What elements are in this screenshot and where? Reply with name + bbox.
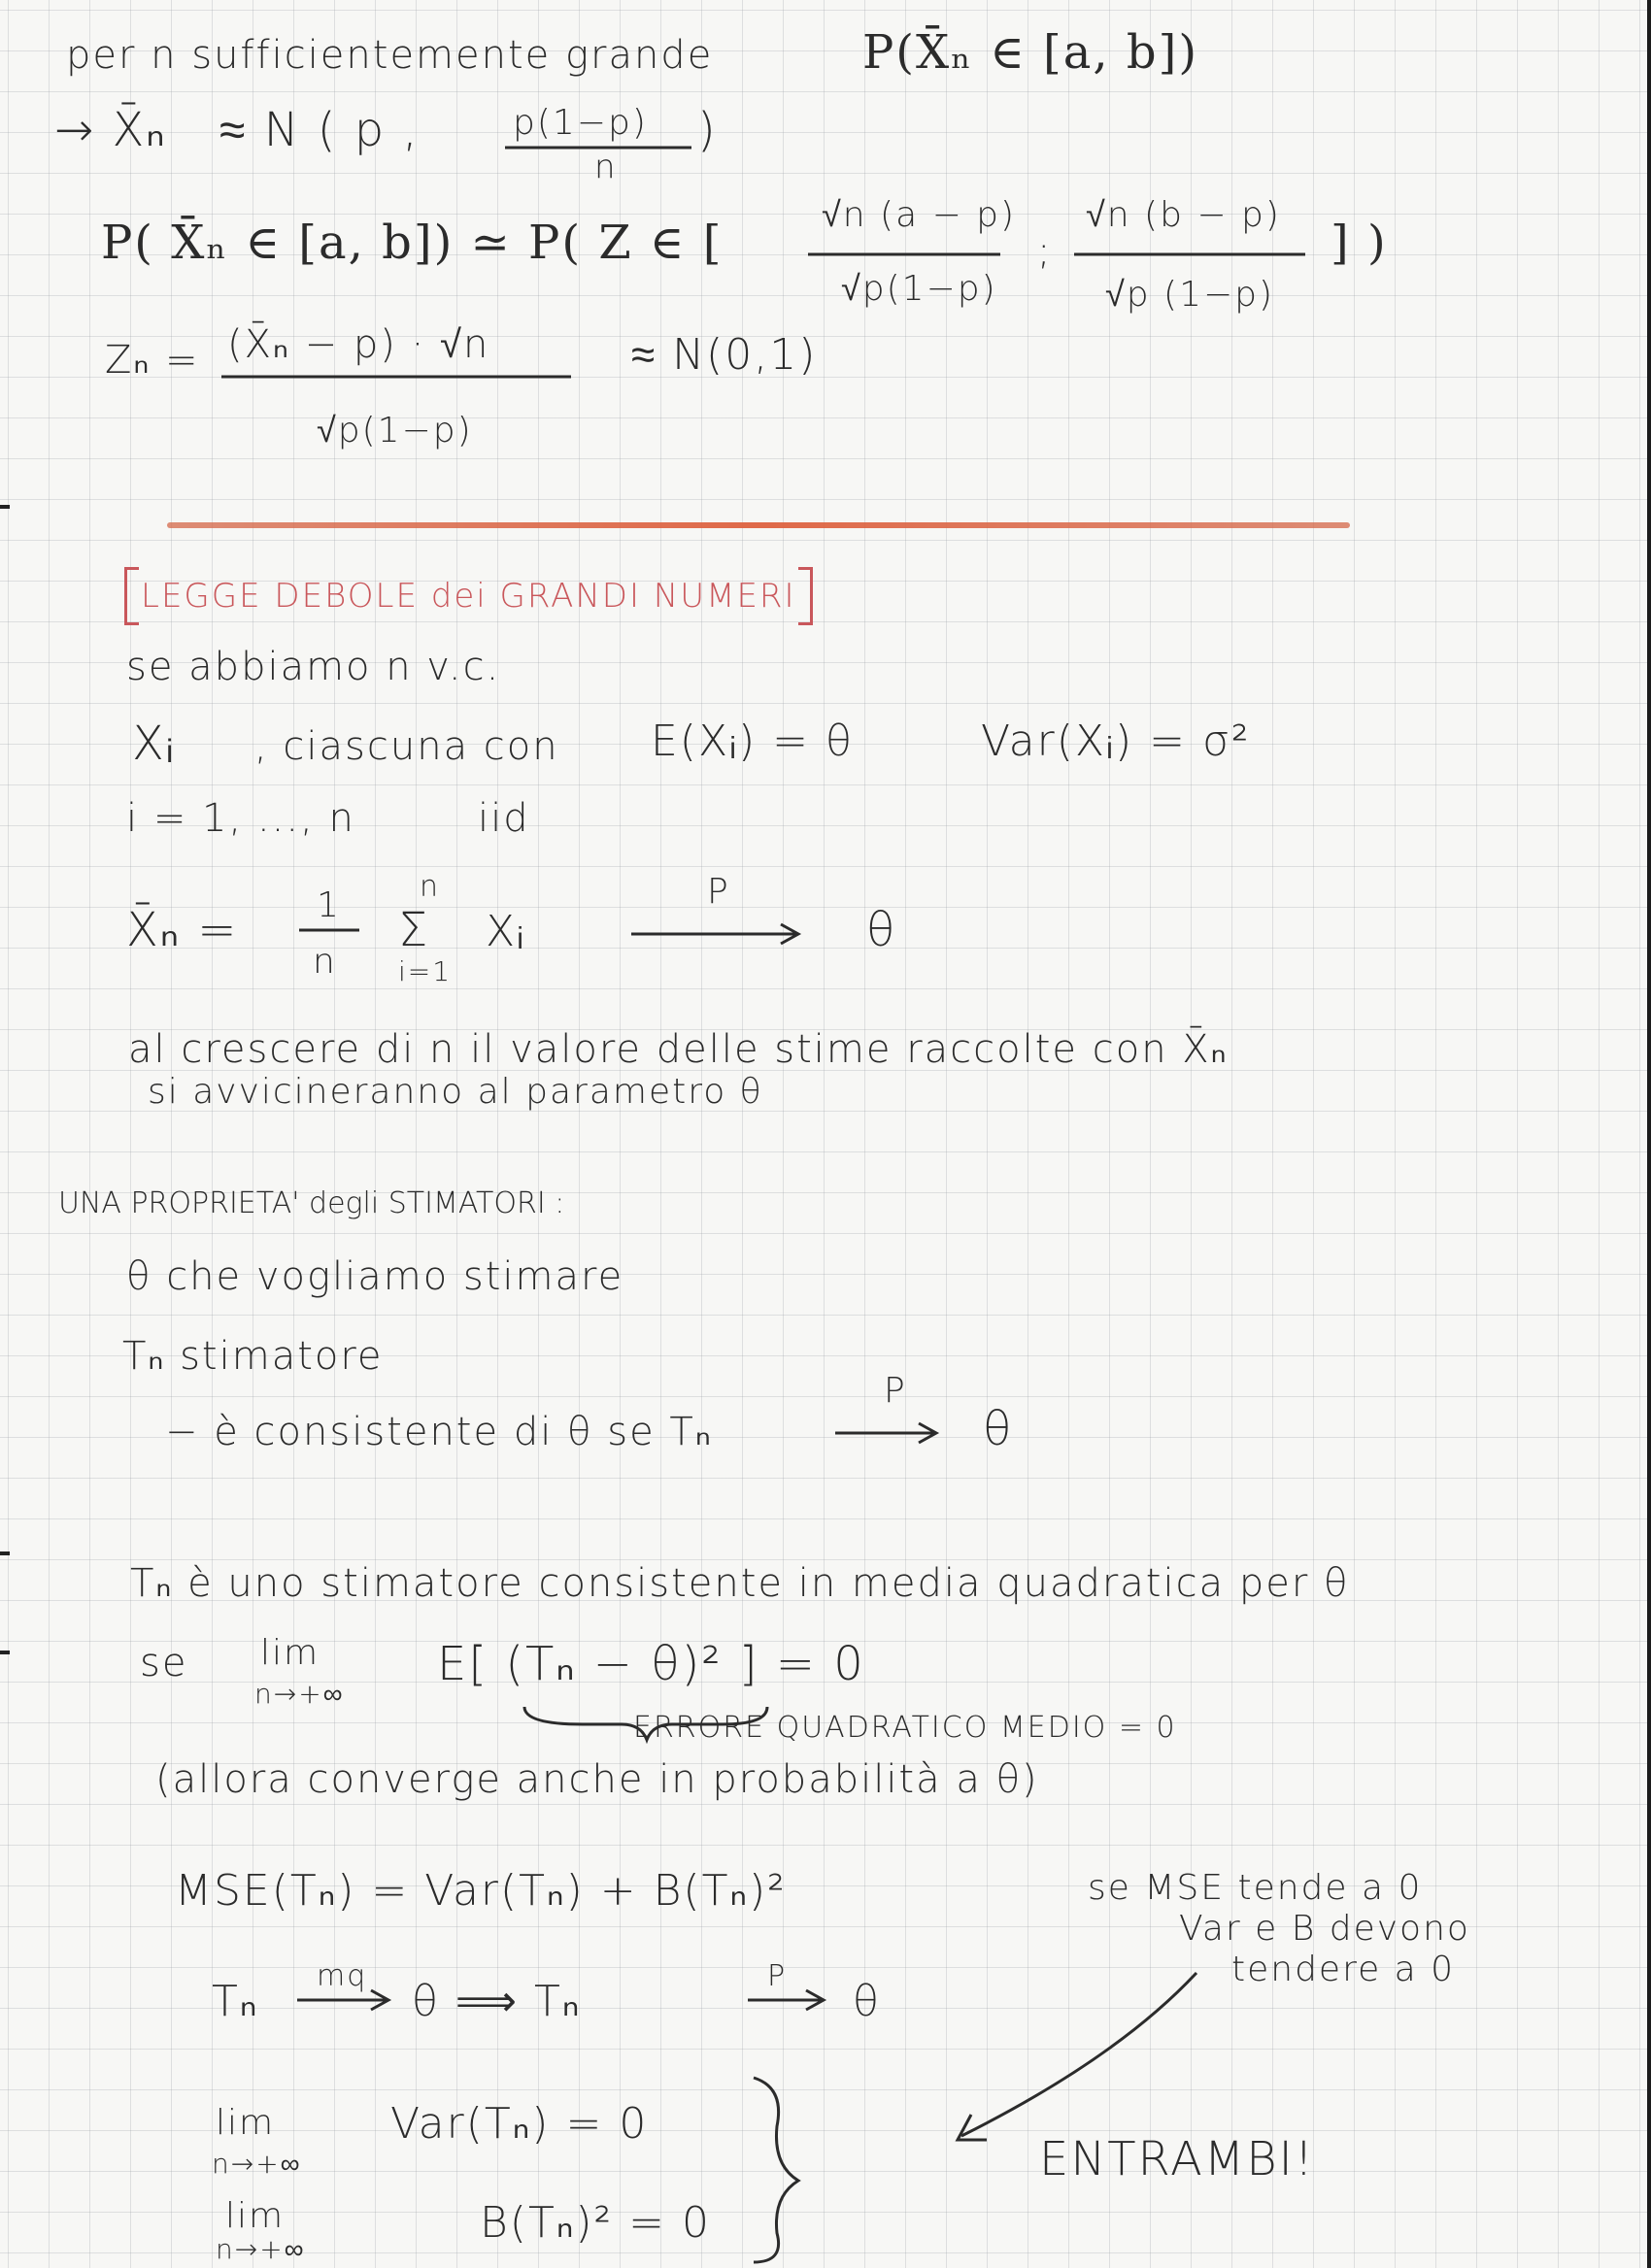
lln-sum-bottom: i=1 [398, 955, 453, 987]
impl-arrow2-label: P [767, 1959, 788, 1993]
estimator-line2: Tₙ stimatore [122, 1334, 384, 1379]
lln-arrow-label: P [707, 872, 730, 912]
line1-probability: P(X̄ₙ ∈ [a, b]) [862, 25, 1199, 80]
mq-definition: Tₙ è uno stimatore consistente in media quadratica per θ [130, 1561, 1350, 1606]
lln-variance: Var(Xᵢ) = σ² [981, 717, 1251, 766]
lim1-word: lim [216, 2103, 276, 2143]
line2-arrow: → X̄ₙ [54, 103, 167, 157]
lim2-expression: B(Tₙ)² = 0 [480, 2198, 712, 2248]
mq-implication: (allora converge anche in probabilità a θ) [155, 1757, 1039, 1802]
lln-line1: se abbiamo n v.c. [126, 645, 501, 689]
line3-frac2-num: √n (b − p) [1086, 195, 1281, 235]
both-label: ENTRAMBI! [1039, 2132, 1316, 2186]
line3-left: P( X̄ₙ ∈ [a, b]) ≃ P( Z ∈ [ [101, 216, 724, 270]
lln-expectation: E(Xᵢ) = θ [651, 717, 854, 766]
impl-right: θ [853, 1977, 881, 2026]
mse-note-2: Var e B devono [1179, 1909, 1470, 1949]
line4-right: ≈ N(0,1) [631, 330, 818, 380]
lim1-expression: Var(Tₙ) = 0 [390, 2099, 649, 2149]
lim2-sub: n→+∞ [216, 2233, 306, 2265]
estimator-limit: θ [983, 1402, 1014, 1456]
lim1-sub: n→+∞ [212, 2148, 302, 2180]
estimator-heading: UNA PROPRIETA' degli STIMATORI : [58, 1186, 565, 1220]
lln-line2-text: , ciascuna con [254, 724, 559, 769]
impl-arrow1-label: mq [317, 1959, 368, 1993]
lln-frac-num: 1 [317, 885, 341, 925]
mq-expression: E[ (Tₙ − θ)² ] = 0 [437, 1637, 865, 1691]
mq-se: se [140, 1641, 188, 1685]
mq-lim-sub: n→+∞ [254, 1678, 345, 1710]
line3-frac1-num: √n (a − p) [822, 195, 1017, 235]
lln-sum-top: n [420, 870, 441, 904]
line4-left: Zₙ = [105, 338, 200, 383]
line2-distribution: ≈ N ( p , [219, 103, 420, 157]
estimator-arrow-label: P [884, 1371, 907, 1411]
lln-variable: Xᵢ [132, 717, 176, 771]
mq-brace-label: ERRORE QUADRATICO MEDIO = 0 [633, 1711, 1177, 1745]
line2-close: ) [697, 103, 718, 157]
mse-note-3: tendere a 0 [1231, 1950, 1456, 1989]
lln-frac-den: n [313, 942, 337, 982]
mq-lim: lim [260, 1633, 320, 1673]
lln-explanation-2: si avvicineranno al parametro θ [148, 1072, 763, 1112]
line3-frac2-den: √p (1−p) [1105, 275, 1275, 315]
lln-sum-term: Xᵢ [486, 907, 526, 956]
line3-separator: ; [1037, 229, 1053, 274]
line3-close: ] ) [1331, 216, 1388, 270]
lln-iid: iid [478, 796, 530, 841]
lim2-word: lim [225, 2196, 286, 2236]
line4-numerator: (X̄ₙ − p) · √n [227, 322, 490, 367]
impl-left: Tₙ [212, 1977, 259, 2026]
estimator-consistency: − è consistente di θ se Tₙ [165, 1410, 713, 1454]
lln-limit: θ [866, 903, 897, 957]
impl-middle: θ ⟹ Tₙ [412, 1977, 582, 2026]
pointer-arrow [961, 1973, 1196, 2136]
line3-frac1-den: √p(1−p) [841, 269, 997, 309]
lln-explanation-1: al crescere di n il valore delle stime raccolte con X̄ₙ [128, 1027, 1229, 1072]
line1-text: per n sufficientemente grande [66, 33, 714, 78]
line4-denominator: √p(1−p) [317, 411, 473, 450]
lln-mean-lhs: X̄ₙ = [126, 903, 239, 957]
mse-note-1: se MSE tende a 0 [1088, 1868, 1423, 1908]
lln-index-range: i = 1, ..., n [126, 796, 355, 841]
estimator-line1: θ che vogliamo stimare [126, 1254, 624, 1299]
line2-numerator: p(1−p) [513, 103, 648, 143]
mse-decomposition: MSE(Tₙ) = Var(Tₙ) + B(Tₙ)² [175, 1866, 787, 1916]
section-title: LEGGE DEBOLE dei GRANDI NUMERI [124, 567, 813, 625]
lln-sum-symbol: Σ [398, 903, 430, 957]
right-brace [754, 2078, 798, 2262]
line2-denominator: n [594, 148, 618, 186]
section-divider [167, 522, 1350, 528]
